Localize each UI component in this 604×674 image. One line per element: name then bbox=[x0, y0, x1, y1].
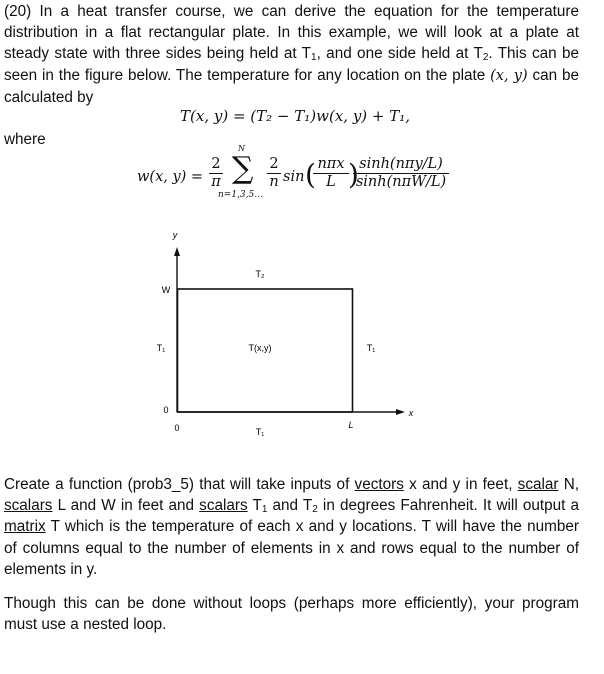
y-axis-label: y bbox=[172, 230, 178, 240]
text-segment: can be calculated by bbox=[4, 66, 579, 106]
right-paren: ) bbox=[348, 158, 359, 191]
subscript: 1 bbox=[261, 504, 268, 516]
where-label: where bbox=[4, 131, 46, 148]
underlined-term: matrix bbox=[4, 518, 46, 536]
problem-body bbox=[4, 474, 579, 580]
subscript: 1 bbox=[311, 52, 317, 64]
temperature-equation: T(x, y) = (T₂ − T₁)w(x, y) + T₁, bbox=[180, 107, 411, 125]
frac-num-2: 2 bbox=[209, 156, 223, 174]
center-temperature-label: T(x,y) bbox=[248, 343, 272, 353]
text-segment: N, bbox=[558, 476, 579, 493]
y-axis-arrow bbox=[174, 247, 180, 256]
subscript: 2 bbox=[312, 504, 318, 516]
sin-function: sin bbox=[283, 169, 305, 185]
sinh-numerator: sinh(nπy/L) bbox=[353, 156, 449, 174]
summation-sign: ∑ bbox=[232, 151, 254, 186]
frac-den-n: n bbox=[269, 174, 279, 190]
zero-y-label: 0 bbox=[163, 405, 169, 415]
sum-upper-limit: N bbox=[238, 144, 245, 153]
text-segment: in degrees Fahrenheit. It will output a bbox=[317, 497, 580, 515]
w-equation-lhs: w(x, y) = bbox=[137, 169, 204, 185]
underlined-term: scalars bbox=[199, 497, 248, 515]
text-segment: and T bbox=[267, 497, 313, 515]
frac-den-pi: π bbox=[211, 174, 221, 190]
text-segment: , and one side held at T bbox=[316, 45, 483, 63]
text-segment: T bbox=[247, 497, 262, 515]
top-temperature-label: T₂ bbox=[255, 269, 265, 279]
zero-x-label: 0 bbox=[174, 423, 180, 433]
w-label: W bbox=[161, 285, 171, 295]
underlined-term: scalar bbox=[517, 476, 559, 493]
arg-denominator: L bbox=[326, 174, 336, 190]
subscript: 2 bbox=[482, 52, 489, 64]
text-segment: L and W in feet and bbox=[52, 497, 200, 515]
right-temperature-label: T₁ bbox=[366, 343, 376, 353]
bottom-temperature-label: T₁ bbox=[255, 427, 265, 437]
sum-lower-limit: n=1,3,5… bbox=[218, 190, 264, 200]
frac-num-2b: 2 bbox=[267, 156, 281, 174]
l-label: L bbox=[348, 420, 354, 430]
left-temperature-label: T₁ bbox=[156, 343, 166, 353]
sinh-denominator: sinh(nπW/L) bbox=[355, 174, 447, 190]
text-segment: x and y in feet, bbox=[403, 476, 518, 493]
arg-numerator: nπx bbox=[313, 156, 349, 174]
text-segment: (x, y) bbox=[490, 67, 528, 84]
text-segment: Create a function (prob3_5) that will take inputs of bbox=[4, 476, 355, 493]
text-segment: T which is the temperature of each x and y locations. T will have the number of columns equal to the number of elements in x and rows equal to the number of elements in y. bbox=[4, 518, 579, 578]
text-segment: (20) In a heat transfer course, we can derive the equation for the temperature distribution in a flat rectangular plate. In this example, we will look at a plate at steady state with three sides being held at T bbox=[4, 3, 579, 63]
left-paren: ( bbox=[305, 158, 316, 191]
underlined-term: scalars bbox=[4, 497, 53, 515]
x-axis-arrow bbox=[396, 409, 405, 415]
x-axis-label: x bbox=[408, 408, 414, 418]
text-segment: . This can be seen in the figure below. The temperature for any location on the plate bbox=[4, 45, 579, 84]
underlined-term: vectors bbox=[354, 476, 404, 493]
problem-note: Though this can be done without loops (perhaps more efficiently), your program must use a nested loop. bbox=[4, 595, 579, 634]
